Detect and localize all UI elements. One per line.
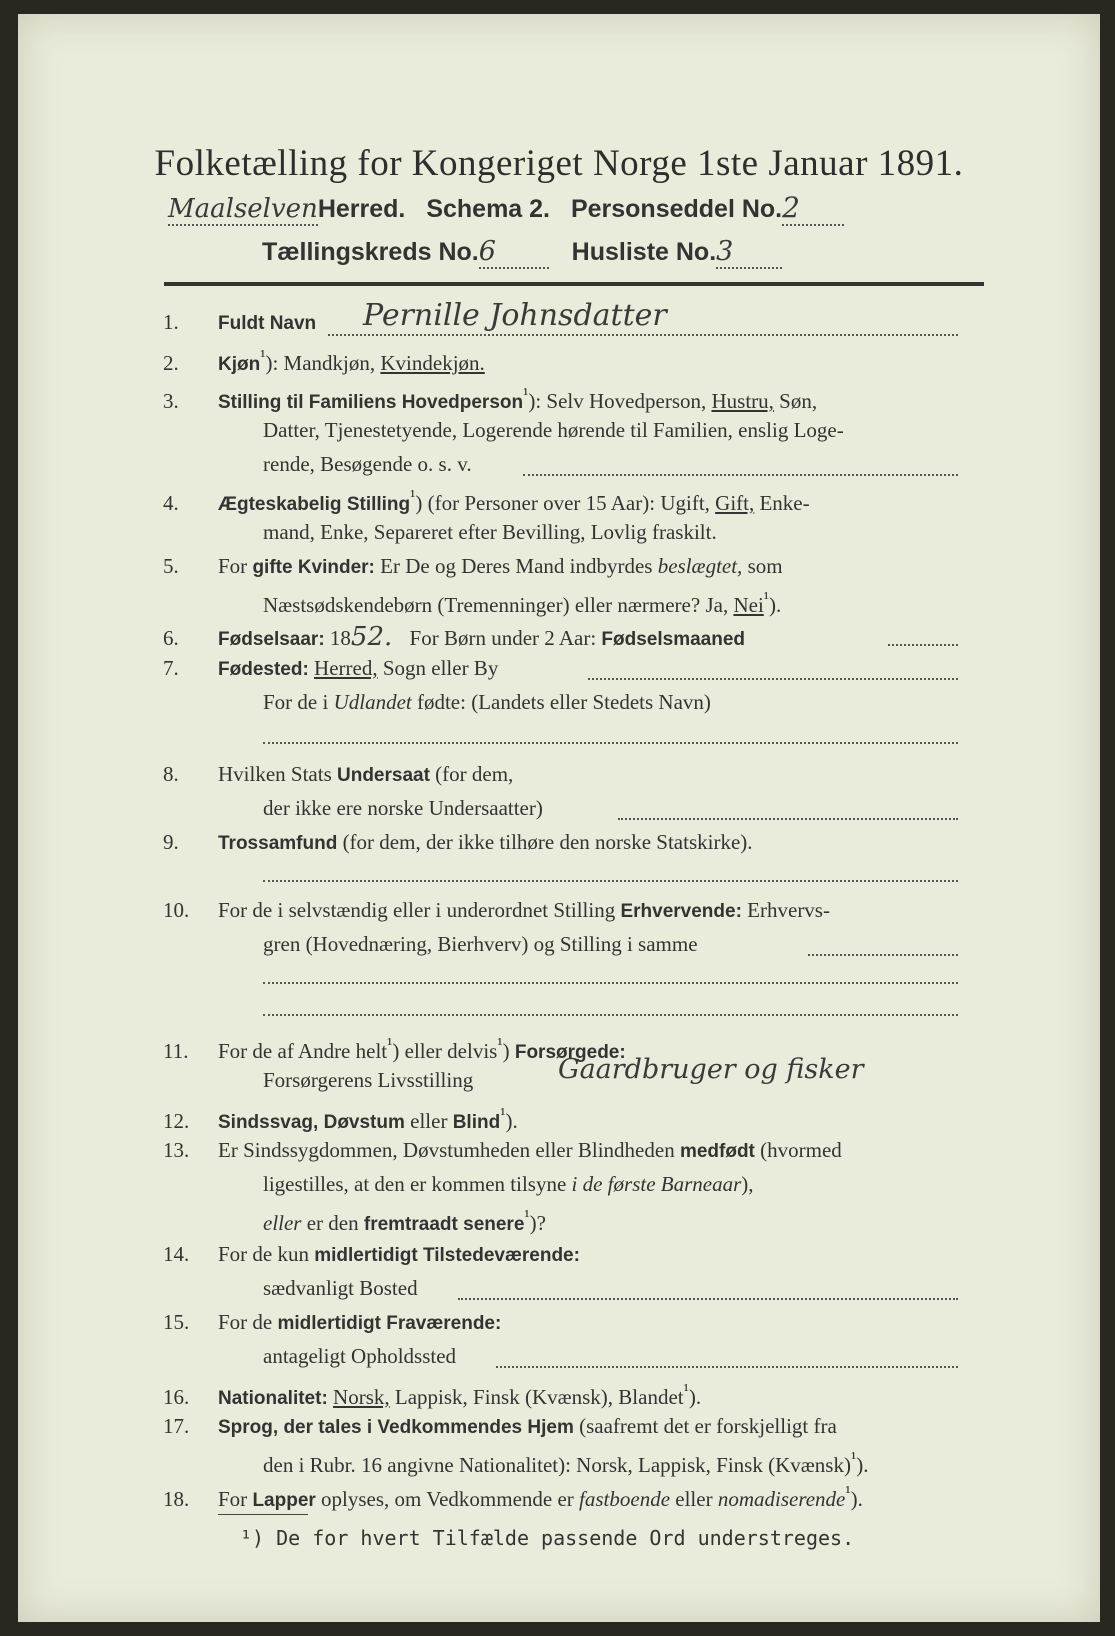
field-text: Erhvervs- [747, 898, 830, 922]
field-label: Forsørgede: [514, 1042, 626, 1063]
footnote-ref: ¹ [260, 346, 266, 366]
field-text: Er De og Deres Mand indbyrdes [380, 554, 653, 578]
field-text: (for dem, der ikke tilhøre den norske Statskirke). [342, 830, 753, 854]
field-3 [163, 384, 817, 414]
census-form [18, 14, 1100, 1622]
field-text: oplyses, om Vedkommende er [321, 1487, 574, 1511]
field-text: Er Sindssygdommen, Døvstumheden eller Blindheden [218, 1138, 675, 1162]
selected-option: Hustru, [711, 389, 774, 413]
birth-year-value: 52. [350, 622, 393, 652]
field-number: 12. [163, 1109, 190, 1133]
footnote-ref: ¹ [497, 1034, 503, 1054]
field-13 [163, 1138, 842, 1163]
field-label: Undersaat [337, 765, 430, 786]
footnote-ref: ¹ [850, 1448, 857, 1468]
field-label: Nationalitet: [218, 1388, 328, 1409]
field-text: ). [505, 1109, 518, 1133]
field-text: ). [769, 593, 782, 617]
field-label: Sprog, der tales i Vedkommendes Hjem [218, 1417, 574, 1438]
personseddel-label: Personseddel No. [570, 195, 783, 223]
selected-option: Gift, [715, 491, 755, 515]
field-number: 13. [163, 1138, 190, 1162]
field-label: Erhvervende: [620, 901, 742, 922]
field-3-line-2: Datter, Tjenestetyende, Logerende hørende til Familien, enslig Loge- [263, 418, 844, 442]
field-17 [163, 1414, 837, 1439]
year-prefix: 18 [329, 626, 351, 650]
footnote-ref: ¹ [387, 1034, 393, 1054]
field-13-line-3 [263, 1206, 546, 1236]
herred-line [168, 191, 844, 226]
field-11-line-2: Forsørgerens Livsstilling [263, 1068, 474, 1092]
field-text-italic: Udlandet [333, 690, 412, 714]
field-text: )? [529, 1211, 546, 1235]
field-11 [163, 1034, 626, 1064]
footnote-ref: ¹ [683, 1380, 689, 1400]
field-number: 17. [163, 1414, 190, 1438]
field-16: 16. Nationalitet: Norsk, Lappisk, Finsk (Kvænsk), Blandet$^{^1}$). [163, 1380, 702, 1409]
field-label: medfødt [679, 1141, 755, 1162]
field-text: For de i [263, 690, 329, 714]
footnote-ref: ¹ [845, 1482, 851, 1502]
dotted-line [458, 1298, 958, 1300]
field-number: 4. [163, 491, 179, 515]
field-10-line-2: gren (Hovednæring, Bierhverv) og Stilling i samme [263, 932, 698, 956]
dotted-line [263, 982, 958, 984]
footnote-ref: ¹ [410, 486, 416, 506]
field-number: 5. [163, 554, 179, 578]
field-4 [163, 486, 810, 516]
field-text: Søn, [779, 389, 818, 413]
field-number: 10. [163, 898, 190, 922]
field-14-line-2: sædvanligt Bosted [263, 1276, 418, 1300]
field-text: er den [306, 1211, 359, 1235]
field-text: For de af Andre helt [218, 1039, 388, 1063]
husliste-label: Husliste No. [571, 238, 717, 266]
field-10 [163, 898, 830, 923]
field-text: Næstsødskendebørn (Tremenninger) eller nærmere? Ja, [263, 593, 729, 617]
field-14 [163, 1242, 580, 1267]
field-text: Hvilken Stats [218, 762, 332, 786]
field-text: Sogn eller By [382, 656, 499, 680]
field-number: 8. [163, 762, 179, 786]
field-label: Lapper [252, 1490, 316, 1511]
field-text: (saafremt det er forskjelligt fra [579, 1414, 837, 1438]
field-6 [163, 622, 745, 652]
schema-label: Schema 2. [426, 195, 550, 223]
dotted-line [808, 954, 958, 956]
field-label: Fødselsmaaned [601, 629, 746, 650]
dotted-line [263, 1014, 958, 1016]
field-2 [163, 346, 485, 376]
footnote-ref: ¹ [524, 1206, 530, 1226]
field-3-line-3: rende, Besøgende o. s. v. [263, 452, 472, 476]
field-8 [163, 762, 513, 787]
personseddel-value: 2 [782, 191, 844, 226]
footnote-ref: ¹ [763, 588, 770, 608]
kreds-line [262, 236, 782, 269]
field-text: (hvormed [760, 1138, 842, 1162]
field-label: Ægteskabelig Stilling [218, 494, 411, 515]
field-text-italic: i de første Barneaar [571, 1172, 742, 1196]
footnote-mark: ¹) [240, 1526, 265, 1550]
field-number: 9. [163, 830, 179, 854]
selected-option: Nei [733, 593, 764, 617]
herred-value: Maalselven [168, 194, 318, 224]
field-text: ): Mandkjøn, [265, 351, 376, 375]
field-text-italic: fastboende [579, 1487, 671, 1511]
field-5-line-2 [263, 588, 781, 618]
field-label: midlertidigt Tilstedeværende: [314, 1245, 580, 1266]
dotted-line [263, 742, 958, 744]
field-label: Kjøn [218, 354, 261, 375]
field-number: 14. [163, 1242, 190, 1266]
field-number: 15. [163, 1310, 190, 1334]
dotted-line [328, 334, 958, 336]
footnote-ref: ¹ [523, 384, 529, 404]
selected-option: Kvindekjøn. [380, 351, 485, 375]
field-text: ligestilles, at den er kommen tilsyne [263, 1172, 567, 1196]
field-18: 18. For Lapper oplyses, om Vedkommende er fastboende eller nomadiserende$^{^1}$). [163, 1482, 863, 1511]
field-text: ) [502, 1039, 510, 1063]
field-number: 2. [163, 351, 179, 375]
footnote-text: De for hvert Tilfælde passende Ord understreges. [276, 1526, 855, 1550]
field-label: Sindssvag, Døvstum [218, 1112, 405, 1133]
field-label: Blind [452, 1112, 501, 1133]
field-label: Trossamfund [218, 833, 338, 854]
field-text: ) (for Personer over 15 Aar): Ugift, [415, 491, 710, 515]
footnote-ref: ¹ [500, 1104, 506, 1124]
field-text: den i Rubr. 16 angivne Nationalitet): Norsk, Lappisk, Finsk (Kvænsk) [263, 1453, 851, 1477]
selected-option: Norsk, [333, 1385, 390, 1409]
field-15 [163, 1310, 501, 1335]
field-8-line-2: der ikke ere norske Undersaatter) [263, 796, 543, 820]
field-label: fremtraadt senere [363, 1214, 525, 1235]
dotted-line [588, 678, 958, 680]
field-number: 16. [163, 1385, 190, 1409]
field-text: eller [410, 1109, 448, 1133]
selected-option: Herred, [314, 656, 378, 680]
field-number: 18. [163, 1487, 190, 1511]
field-7 [163, 656, 498, 681]
field-1 [163, 310, 316, 335]
form-title: Folketælling for Kongeriget Norge 1ste Januar 1891. [154, 143, 964, 184]
field-text: som [747, 554, 783, 578]
field-text: ) eller delvis [392, 1039, 498, 1063]
field-number: 3. [163, 389, 179, 413]
header-rule [164, 282, 984, 286]
field-text: For de kun [218, 1242, 309, 1266]
kreds-value: 6 [479, 236, 549, 269]
field-label: Fuldt Navn [218, 313, 317, 334]
dotted-line [888, 644, 958, 646]
field-15-line-2: antageligt Opholdssted [263, 1344, 457, 1368]
field-label: Fødested: [218, 659, 309, 680]
field-17-line-2: den i Rubr. 16 angivne Nationalitet): Norsk, Lappisk, Finsk (Kvænsk)$^{^1}$). [263, 1448, 869, 1477]
field-text: fødte: (Landets eller Stedets Navn) [416, 690, 711, 714]
field-text: ): Selv Hovedperson, [528, 389, 707, 413]
field-5 [163, 554, 783, 579]
field-12 [163, 1104, 518, 1134]
field-number: 1. [163, 310, 179, 334]
field-text: Lappisk, Finsk (Kvænsk), Blandet [394, 1385, 684, 1409]
field-number: 11. [163, 1039, 189, 1063]
field-text: eller [675, 1487, 713, 1511]
husliste-value: 3 [716, 236, 782, 269]
field-text: For de [218, 1310, 273, 1334]
field-label: midlertidigt Fraværende: [277, 1313, 502, 1334]
supporter-occupation-value: Gaardbruger og fisker [558, 1054, 864, 1085]
dotted-line [496, 1366, 958, 1368]
field-number: 7. [163, 656, 179, 680]
kreds-label: Tællingskreds No. [262, 238, 479, 266]
field-9 [163, 830, 753, 855]
footnote-rule [218, 1514, 308, 1515]
name-value: Pernille Johnsdatter [363, 298, 667, 333]
dotted-line [263, 880, 958, 882]
field-text-italic: eller [263, 1211, 302, 1235]
field-4-line-2: mand, Enke, Separeret efter Bevilling, Lovlig fraskilt. [263, 520, 717, 544]
field-label: Fødselsaar: [218, 629, 325, 650]
dotted-line [523, 474, 958, 476]
herred-label: Herred. [317, 195, 406, 223]
field-text: For de i selvstændig eller i underordnet Stilling [218, 898, 616, 922]
field-text: For Børn under 2 Aar: [409, 626, 597, 650]
field-7-line-2 [263, 690, 711, 715]
field-number: 6. [163, 626, 179, 650]
dotted-line [618, 818, 958, 820]
field-text: (for dem, [435, 762, 514, 786]
footnote [240, 1526, 854, 1550]
field-text: Enke- [759, 491, 810, 515]
field-text-italic: beslægtet, [657, 554, 743, 578]
field-text: For [218, 1487, 248, 1511]
field-13-line-2: ligestilles, at den er kommen tilsyne i de første Barneaar), [263, 1172, 754, 1196]
field-text: For [218, 554, 248, 578]
field-label: Stilling til Familiens Hovedperson [218, 392, 524, 413]
field-label: gifte Kvinder: [252, 557, 375, 578]
field-text-italic: nomadiserende [717, 1487, 846, 1511]
